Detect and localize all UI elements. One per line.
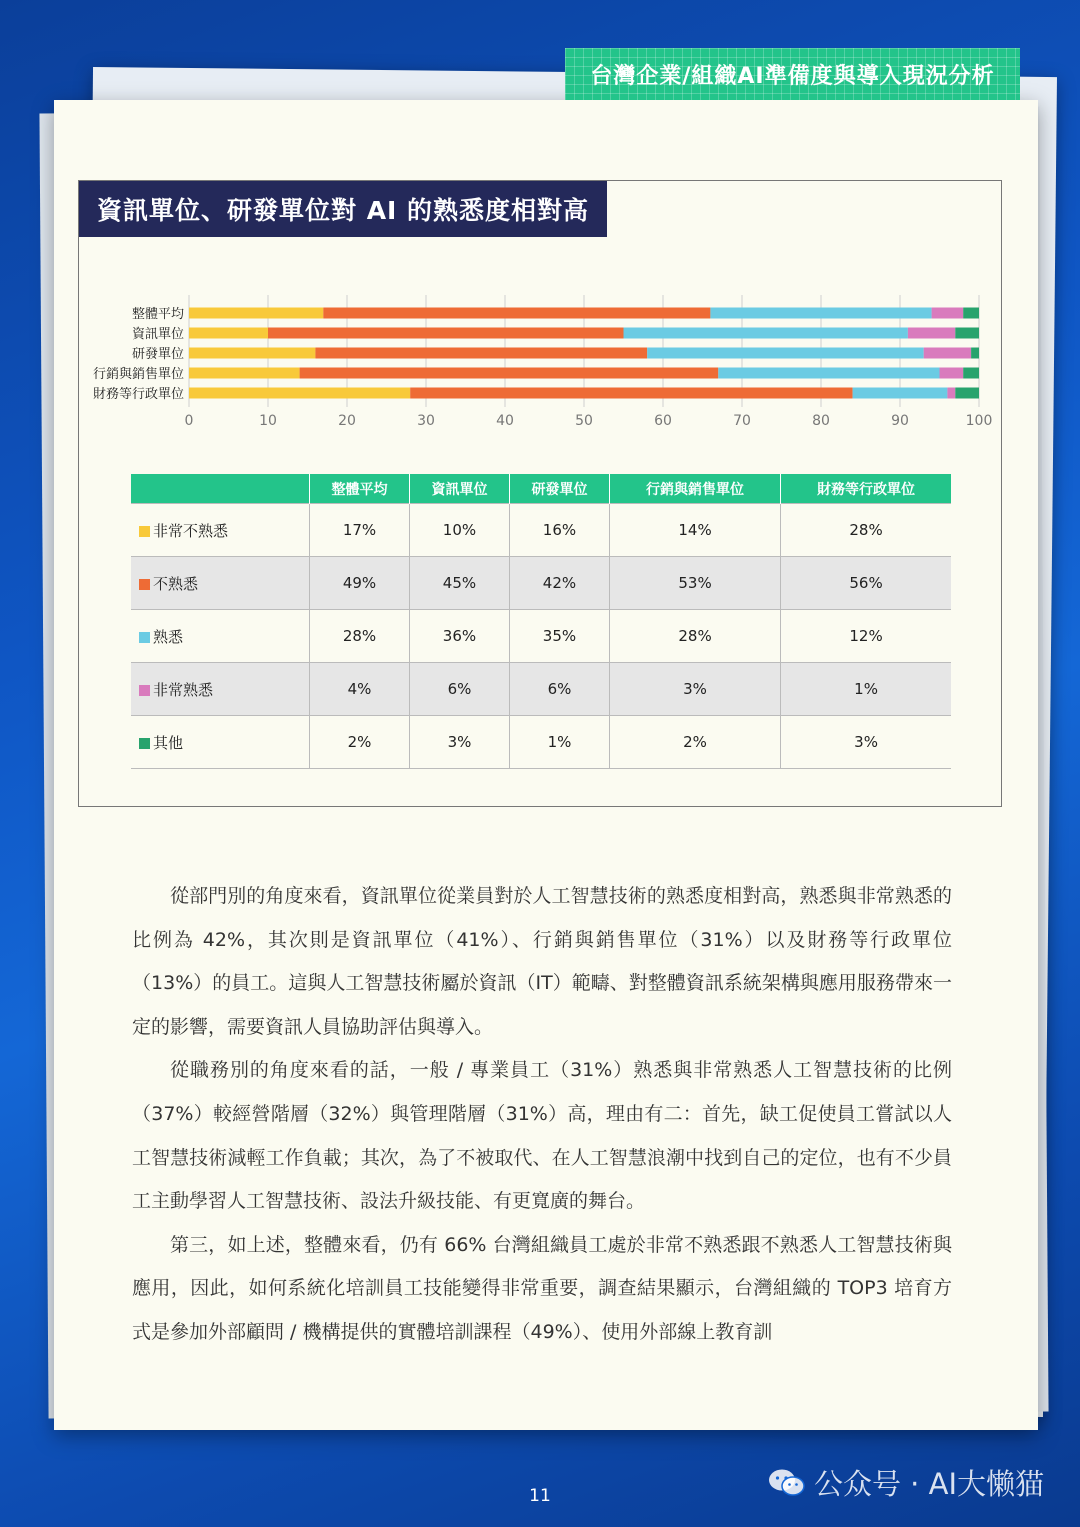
bar-segment bbox=[189, 368, 300, 379]
table-row bbox=[131, 504, 951, 557]
table-cell: 6% bbox=[409, 663, 509, 716]
x-tick-label: 40 bbox=[496, 413, 514, 429]
table-cell: 1% bbox=[509, 716, 609, 769]
paragraph: 從部門別的角度來看，資訊單位從業員對於人工智慧技術的熟悉度相對高，熟悉與非常熟悉的比例為 42%，其次則是資訊單位（41%）、行銷與銷售單位（31%）以及財務等行政單位（13%）的員工。這與人工智慧技術屬於資訊（IT）範疇、對整體資訊系統架構與應用服務帶來一定的影響，需要資訊人員協助評估與導入。 bbox=[132, 885, 952, 1038]
bar-segment bbox=[971, 348, 979, 359]
table-cell: 45% bbox=[409, 557, 509, 610]
x-tick-label: 10 bbox=[259, 413, 277, 429]
bar-segment bbox=[940, 368, 964, 379]
x-tick-label: 0 bbox=[184, 413, 194, 429]
x-tick-label: 50 bbox=[575, 413, 593, 429]
table-cell: 49% bbox=[310, 557, 410, 610]
legend-swatch bbox=[139, 685, 150, 696]
bar-segment bbox=[315, 348, 647, 359]
category-label: 整體平均 bbox=[131, 307, 184, 322]
legend-swatch bbox=[139, 632, 150, 643]
x-tick-label: 30 bbox=[417, 413, 435, 429]
table-cell: 28% bbox=[609, 610, 780, 663]
row-label bbox=[131, 557, 310, 610]
row-label-text: 其他 bbox=[153, 733, 184, 752]
bar-segment bbox=[268, 328, 624, 339]
table-cell: 36% bbox=[409, 610, 509, 663]
paragraph: 第三，如上述，整體來看，仍有 66% 台灣組織員工處於非常不熟悉跟不熟悉人工智慧技術與應用，因此，如何系統化培訓員工技能變得非常重要，調查結果顯示，台灣組織的 TOP3 培育方式是參加外部顧問 / 機構提供的實體培訓課程（49%）、使用外部線上教育訓 bbox=[132, 1233, 952, 1343]
column-header: 行銷與銷售單位 bbox=[609, 474, 780, 504]
table-cell: 2% bbox=[609, 716, 780, 769]
bar-segment bbox=[955, 328, 979, 339]
legend-swatch bbox=[139, 579, 150, 590]
bar-segment bbox=[963, 368, 979, 379]
category-label: 財務等行政單位 bbox=[92, 387, 184, 402]
chart-title: 資訊單位、研發單位對 AI 的熟悉度相對高 bbox=[79, 181, 607, 237]
x-tick-label: 70 bbox=[733, 413, 751, 429]
paragraph: 從職務別的角度來看的話，一般 / 專業員工（31%）熟悉與非常熟悉人工智慧技術的比例（37%）較經營階層（32%）與管理階層（31%）高，理由有二：首先，缺工促使員工嘗試以人工智慧技術減輕工作負載；其次，為了不被取代、在人工智慧浪潮中找到自己的定位，也有不少員工主動學習人工智慧技術、設法升級技能、有更寬廣的舞台。 bbox=[132, 1059, 952, 1213]
table-row bbox=[131, 663, 951, 716]
bar-segment bbox=[647, 348, 924, 359]
bar-segment bbox=[189, 308, 323, 319]
bar-segment bbox=[955, 388, 979, 399]
table-header-row bbox=[131, 474, 951, 504]
category-label: 研發單位 bbox=[131, 347, 184, 362]
bar-segment bbox=[853, 388, 948, 399]
bar-segment bbox=[947, 388, 955, 399]
table-cell: 42% bbox=[509, 557, 609, 610]
table-cell: 6% bbox=[509, 663, 609, 716]
bar-segment bbox=[963, 308, 979, 319]
row-label-text: 不熟悉 bbox=[153, 574, 199, 593]
row-label-text: 非常熟悉 bbox=[153, 680, 214, 699]
bar-segment bbox=[924, 348, 971, 359]
legend-swatch bbox=[139, 526, 150, 537]
bar-segment bbox=[189, 388, 410, 399]
row-label-text: 非常不熟悉 bbox=[153, 521, 229, 540]
row-label-text: 熟悉 bbox=[153, 627, 184, 646]
bar-segment bbox=[189, 328, 268, 339]
table-cell: 35% bbox=[509, 610, 609, 663]
column-header: 研發單位 bbox=[509, 474, 609, 504]
x-tick-label: 90 bbox=[891, 413, 909, 429]
watermark bbox=[768, 1462, 1044, 1503]
bar-segment bbox=[189, 348, 315, 359]
bar-segment bbox=[718, 368, 939, 379]
wechat-icon bbox=[768, 1468, 806, 1498]
body-text bbox=[132, 875, 952, 1355]
table-row bbox=[131, 610, 951, 663]
table-row bbox=[131, 716, 951, 769]
page bbox=[54, 100, 1038, 1430]
bar-segment bbox=[908, 328, 955, 339]
table-cell: 14% bbox=[609, 504, 780, 557]
table-cell: 1% bbox=[781, 663, 951, 716]
table-cell: 28% bbox=[781, 504, 951, 557]
table-cell: 4% bbox=[310, 663, 410, 716]
bar-segment bbox=[300, 368, 719, 379]
x-tick-label: 100 bbox=[965, 413, 993, 429]
column-header: 資訊單位 bbox=[409, 474, 509, 504]
column-header: 財務等行政單位 bbox=[781, 474, 951, 504]
row-label bbox=[131, 716, 310, 769]
table-cell: 53% bbox=[609, 557, 780, 610]
table-row bbox=[131, 557, 951, 610]
table-cell: 16% bbox=[509, 504, 609, 557]
column-header: 整體平均 bbox=[310, 474, 410, 504]
table-cell: 56% bbox=[781, 557, 951, 610]
page-number: 11 bbox=[529, 1486, 551, 1506]
report-title-banner: 台灣企業/組織AI準備度與導入現況分析 bbox=[565, 48, 1020, 100]
row-label bbox=[131, 610, 310, 663]
row-label bbox=[131, 663, 310, 716]
category-label: 資訊單位 bbox=[131, 327, 184, 342]
legend-swatch bbox=[139, 738, 150, 749]
bar-segment bbox=[932, 308, 964, 319]
table-cell: 10% bbox=[409, 504, 509, 557]
table-cell: 12% bbox=[781, 610, 951, 663]
x-tick-label: 80 bbox=[812, 413, 830, 429]
x-tick-label: 20 bbox=[338, 413, 356, 429]
table-corner bbox=[131, 474, 310, 504]
table-cell: 3% bbox=[609, 663, 780, 716]
x-tick-label: 60 bbox=[654, 413, 672, 429]
chart-box bbox=[78, 180, 1002, 807]
bar-segment bbox=[624, 328, 908, 339]
watermark-text: 公众号 · AI大懒猫 bbox=[813, 1467, 1044, 1501]
table-cell: 28% bbox=[310, 610, 410, 663]
bar-segment bbox=[410, 388, 852, 399]
table-cell: 17% bbox=[310, 504, 410, 557]
table-cell: 3% bbox=[409, 716, 509, 769]
bar-segment bbox=[323, 308, 710, 319]
table-cell: 3% bbox=[781, 716, 951, 769]
bar-segment bbox=[710, 308, 931, 319]
table-cell: 2% bbox=[310, 716, 410, 769]
category-label: 行銷與銷售單位 bbox=[92, 367, 184, 382]
row-label bbox=[131, 504, 310, 557]
familiarity-table bbox=[131, 474, 951, 769]
